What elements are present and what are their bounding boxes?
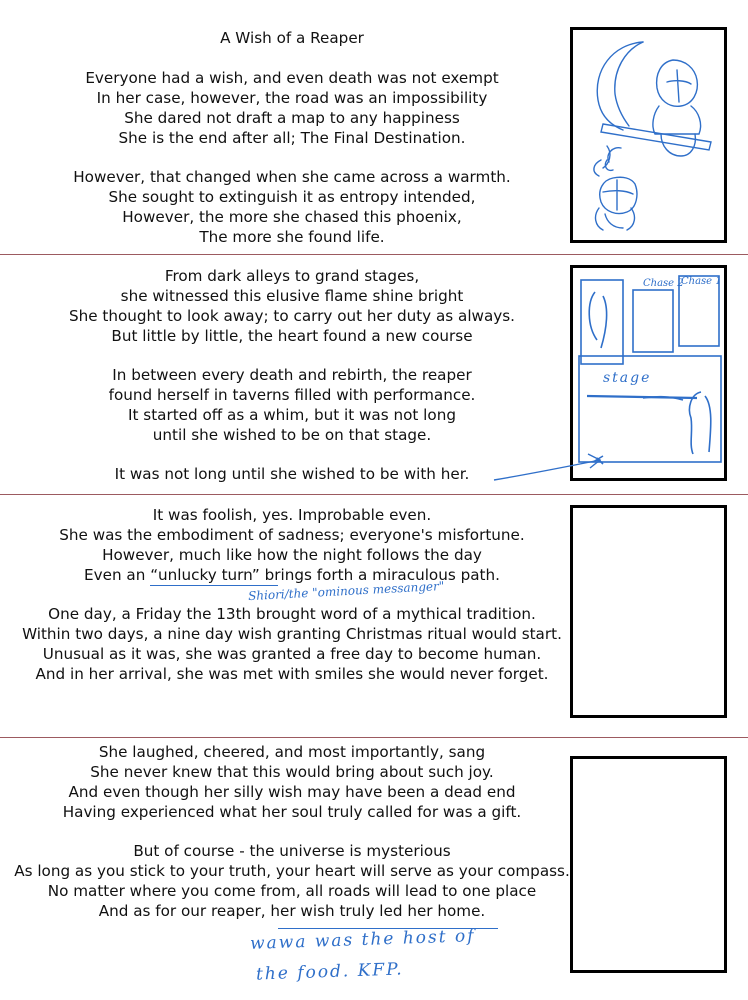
comic-panel-3 — [570, 505, 727, 718]
poem-line: However, the more she chased this phoenix, — [122, 208, 462, 226]
handwritten-note-line-1: wawa was the host of — [249, 926, 476, 954]
poem-title: A Wish of a Reaper — [220, 29, 364, 47]
poem-line: The more she found life. — [199, 228, 385, 246]
poem-line: She laughed, cheered, and most importantly, sang — [98, 743, 486, 761]
poem-line: Everyone had a wish, and even death was not exempt — [85, 69, 499, 87]
section-divider — [0, 494, 748, 495]
poem-line: She dared not draft a map to any happiness — [124, 109, 460, 127]
poem-line: One day, a Friday the 13th brought word of a mythical tradition. — [48, 605, 536, 623]
reaper-sketch — [573, 30, 724, 240]
poem-line: And in her arrival, she was met with smiles she would never forget. — [35, 665, 549, 683]
poem-line: In between every death and rebirth, the reaper — [112, 366, 472, 384]
poem-line: However, that changed when she came across a warmth. — [73, 168, 511, 186]
poem-line: As long as you stick to your truth, your heart will serve as your compass. — [14, 862, 570, 880]
section-divider — [0, 737, 748, 738]
poem-line: However, much like how the night follows the day — [102, 546, 482, 564]
poem-line: Within two days, a nine day wish granting Christmas ritual would start. — [22, 625, 562, 643]
section-divider — [0, 254, 748, 255]
poem-line: Even an “unlucky turn” brings forth a miraculous path. — [84, 566, 500, 584]
poem-line: she witnessed this elusive flame shine bright — [120, 287, 464, 305]
poem-line: And as for our reaper, her wish truly led her home. — [98, 902, 486, 920]
poem-line: She thought to look away; to carry out her duty as always. — [68, 307, 516, 325]
comic-panel-1 — [570, 27, 727, 243]
stanza-section-1 — [0, 68, 584, 247]
poem-line: It started off as a whim, but it was not long — [128, 406, 456, 424]
poem-line: until she wished to be on that stage. — [152, 426, 432, 444]
handwritten-note-line-2: the food. KFP. — [255, 959, 404, 985]
poem-line: It was foolish, yes. Improbable even. — [152, 506, 432, 524]
poem-line: found herself in taverns filled with performance. — [108, 386, 476, 404]
poem-line: She was the embodiment of sadness; everyone's misfortune. — [59, 526, 525, 544]
poem-line: But of course - the universe is mysterious — [133, 842, 451, 860]
poem-line: Having experienced what her soul truly called for was a gift. — [62, 803, 522, 821]
poem-line: She never knew that this would bring about such joy. — [90, 763, 494, 781]
poem-line: But little by little, the heart found a new course — [111, 327, 473, 345]
poem-line: No matter where you come from, all roads will lead to one place — [47, 882, 537, 900]
poem-line: In her case, however, the road was an impossibility — [96, 89, 488, 107]
sketch-label-chase-1: Chase 1 — [681, 276, 722, 287]
sketch-label-chase-2: Chase 2 — [643, 278, 684, 289]
handwritten-note-shiori: Shiori/the "ominous messanger" — [247, 578, 445, 604]
poem-line: Unusual as it was, she was granted a free day to become human. — [42, 645, 542, 663]
poem-title-block — [0, 28, 584, 48]
poem-line: It was not long until she wished to be with her. — [114, 465, 470, 483]
arrow-icon — [490, 440, 610, 490]
poem-line: And even though her silly wish may have been a dead end — [68, 783, 516, 801]
handwritten-underline — [150, 585, 278, 586]
poem-line: She sought to extinguish it as entropy intended, — [108, 188, 476, 206]
comic-panel-4 — [570, 756, 727, 973]
poem-line: From dark alleys to grand stages, — [164, 267, 420, 285]
stanza-section-4 — [0, 742, 584, 921]
sketch-label-stage: stage — [603, 370, 652, 386]
poem-line: She is the end after all; The Final Destination. — [118, 129, 466, 147]
